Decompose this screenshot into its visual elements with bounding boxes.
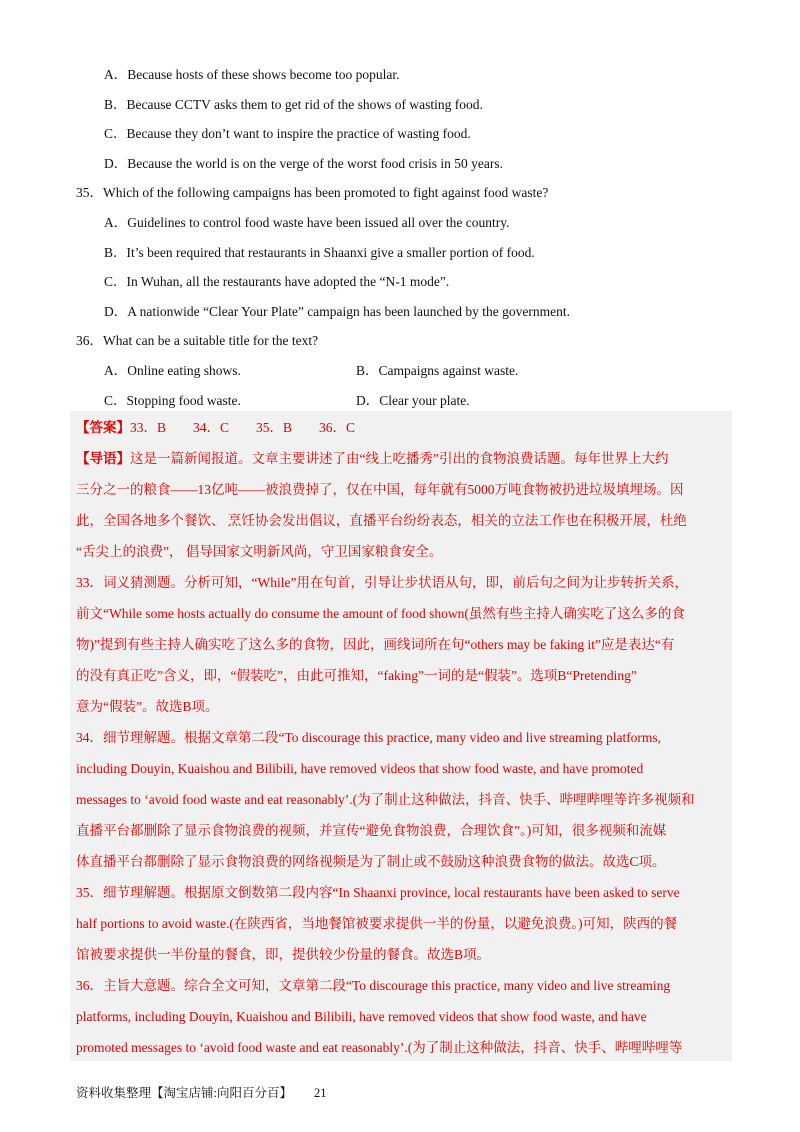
q35-option-d: D．A nationwide “Clear Your Plate” campaign has been launched by the government.: [104, 303, 571, 319]
q36-option-b: B．Campaigns against waste.: [356, 362, 519, 378]
q35-stem: 35．Which of the following campaigns has been promoted to fight against food waste?: [76, 185, 549, 201]
explanation-35-line-2: half portions to avoid waste.(在陕西省，当地餐馆被要求提供一半的份量，以避免浪费。)可知，陕西的餐: [76, 916, 678, 931]
q36-stem: 36．What can be a suitable title for the text?: [76, 333, 319, 349]
q34-option-b: B．Because CCTV asks them to get rid of the shows of wasting food.: [104, 96, 483, 112]
explanation-33-line-2: 前文“While some hosts actually do consume the amount of food shown(虽然有些主持人确实吃了这么多的食: [76, 606, 685, 621]
answer-section: [76, 412, 726, 1063]
explanation-33-line-5: 意为“假装”。故选B项。: [76, 699, 219, 714]
explanation-34-line-3: messages to ‘avoid food waste and eat reasonably’.(为了制止这种做法，抖音、快手、哔哩哔哩等许多视频和: [76, 792, 695, 807]
guide-line-4: “舌尖上的浪费”， 倡导国家文明新风尚，守卫国家粮食安全。: [76, 544, 443, 559]
explanation-34-line-1: 34．细节理解题。根据文章第二段“To discourage this practice, many video and live streaming platforms,: [76, 730, 662, 745]
explanation-36-line-3: promoted messages to ‘avoid food waste and eat reasonably’.(为了制止这种做法，抖音、快手、哔哩哔哩等: [76, 1040, 683, 1055]
page-footer: [76, 1083, 326, 1101]
explanation-33-line-3: 物)”提到有些主持人确实吃了这么多的食物，因此，画线词所在句“others may be faking it”应是表达“有: [76, 637, 675, 652]
q36-option-a: A．Online eating shows.: [104, 362, 241, 378]
guide-line-2: 三分之一的粮食——13亿吨——被浪费掉了，仅在中国，每年就有5000万吨食物被扔进垃圾填埋场。因: [76, 482, 684, 497]
q36-option-d: D．Clear your plate.: [356, 392, 470, 408]
explanation-33-line-4: 的没有真正吃”含义，即，“假装吃”，由此可推知，“faking”一词的是“假装”。选项B“Pretending”: [76, 668, 637, 683]
guide-line-3: 此，全国各地多个餐饮、 烹饪协会发出倡议，直播平台纷纷表态，相关的立法工作也在积极开展，杜绝: [76, 513, 687, 528]
q34-option-c: C．Because they don’t want to inspire the practice of wasting food.: [104, 126, 471, 142]
explanation-35-line-1: 35．细节理解题。根据原文倒数第二段内容“In Shaanxi province, local restaurants have been asked to serve: [76, 885, 680, 900]
q35-option-c: C．In Wuhan, all the restaurants have adopted the “N-1 mode”.: [104, 274, 450, 290]
footer-source: 资料收集整理【淘宝店铺:向阳百分百】: [76, 1086, 292, 1100]
guide-text-1: 这是一篇新闻报道。文章主要讲述了由“线上吃播秀”引出的食物浪费话题。每年世界上大约: [130, 451, 669, 466]
q34-option-a: A．Because hosts of these shows become too popular.: [104, 67, 400, 82]
answer-label: 【答案】: [76, 420, 130, 435]
explanation-35-line-3: 馆被要求提供一半份量的餐食，即，提供较少份量的餐食。故选B项。: [76, 947, 491, 962]
explanation-36-line-1: 36．主旨大意题。综合全文可知，文章第二段“To discourage this practice, many video and live streaming: [76, 978, 671, 993]
question-block: [76, 60, 736, 415]
explanation-36-line-2: platforms, including Douyin, Kuaishou and Bilibili, have removed videos that show food waste, and have: [76, 1009, 647, 1024]
answer-key-line: [76, 412, 726, 443]
explanation-33-line-1: 33．词义猜测题。分析可知，“While”用在句首，引导让步状语从句，即，前后句之间为让步转折关系，: [76, 575, 688, 590]
page-number: 21: [313, 1086, 327, 1100]
guide-line-1: [76, 443, 726, 474]
q36-option-c: C．Stopping food waste.: [104, 392, 241, 408]
guide-label: 【导语】: [76, 451, 130, 466]
q35-option-b: B．It’s been required that restaurants in Shaanxi give a smaller portion of food.: [104, 244, 535, 260]
q35-option-a: A．Guidelines to control food waste have been issued all over the country.: [104, 214, 510, 230]
explanation-34-line-4: 直播平台都删除了显示食物浪费的视频，并宣传“避免食物浪费，合理饮食”。)可知，很多视频和流媒: [76, 823, 667, 838]
q36-options-row-1: [76, 356, 736, 386]
explanation-34-line-2: including Douyin, Kuaishou and Bilibili, have removed videos that show food waste, and have promoted: [76, 761, 644, 776]
explanation-34-line-5: 体直播平台都删除了显示食物浪费的网络视频是为了制止或不鼓励这种浪费食物的做法。故选C项。: [76, 854, 666, 869]
q34-option-d: D．Because the world is on the verge of the worst food crisis in 50 years.: [104, 155, 504, 171]
answer-key: 33．B 34．C 35．B 36．C: [130, 420, 356, 435]
